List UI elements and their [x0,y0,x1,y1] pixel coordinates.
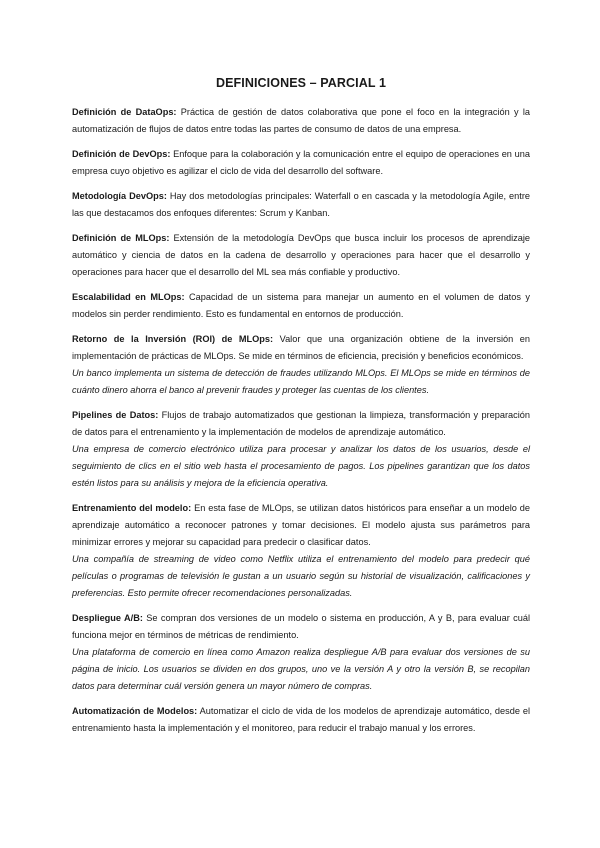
definition-text: Se compran dos versiones de un modelo o sistema en producción, A y B, para evaluar cuál funciona mejor en términos de métricas de rendimiento. [72,613,531,640]
definition-entry-pipelines [72,407,530,492]
definition-example: Una empresa de comercio electrónico utiliza para procesar y analizar los datos de los usuarios, desde el seguimiento de clics en el sitio web hasta el procesamiento de pagos. Los pipelines garantizan que los datos estén listos para su análisis y mejora de la eficiencia operativa. [72,444,530,488]
definition-term: Automatización de Modelos: [72,706,198,716]
definition-text: Capacidad de un sistema para manejar un aumento en el volumen de datos y modelos sin perder rendimiento. Esto es fundamental en entornos de producción. [72,292,530,319]
definition-example: Un banco implementa un sistema de detección de fraudes utilizando MLOps. El MLOps se mide en términos de cuánto dinero ahorra el banco al prevenir fraudes y proteger las cuentas de los clientes. [72,368,530,395]
definition-entry-devops-methodology [72,188,530,222]
definition-entry-dataops [72,104,530,138]
definition-entry-mlops [72,230,530,281]
definition-term: Despliegue A/B: [72,613,143,623]
definition-text: Hay dos metodologías principales: Waterfall o en cascada y la metodología Agile, entre las que destacamos dos enfoques diferentes: Scrum y Kanban. [72,191,530,218]
definition-term: Escalabilidad en MLOps: [72,292,185,302]
document-title: DEFINICIONES – PARCIAL 1 [215,76,387,90]
definition-term: Definición de DevOps: [72,149,171,159]
definition-entry-devops [72,146,530,180]
definition-term: Pipelines de Datos: [72,410,159,420]
definition-text: Automatizar el ciclo de vida de los modelos de aprendizaje automático, desde el entrenamiento hasta la implementación y el monitoreo, para reducir el trabajo manual y los errores. [72,706,530,733]
definition-entry-automation [72,703,530,737]
definition-text: Enfoque para la colaboración y la comunicación entre el equipo de operaciones en una empresa cuyo objetivo es agilizar el ciclo de vida del desarrollo del software. [72,149,530,176]
document-page [72,76,530,745]
definition-text: Extensión de la metodología DevOps que busca incluir los procesos de aprendizaje automático y ciencia de datos en la cadena de desarrollo y operaciones para hacer que el desarrollo y operaciones para hacer que el desarrollo del ML sea más confiable y productivo. [72,233,530,277]
definition-entry-scalability [72,289,530,323]
definition-term: Metodología DevOps: [72,191,167,201]
definition-text: Valor que una organización obtiene de la inversión en implementación de prácticas de MLOps. Se mide en términos de eficiencia, precisión y beneficios económicos. [72,334,530,361]
definition-example: Una plataforma de comercio en línea como Amazon realiza despliegue A/B para evaluar dos versiones de su página de inicio. Los usuarios se dividen en dos grupos, uno ve la versión A y otro la versión B, se recopilan datos para determinar cuál versión genera un mayor número de compras. [72,647,530,691]
definition-entry-ab-deployment [72,610,530,695]
definition-text: Práctica de gestión de datos colaborativa que pone el foco en la integración y la automatización de flujos de datos entre todas las partes de consumo de datos de una empresa. [72,107,531,134]
definition-example: Una compañía de streaming de video como Netflix utiliza el entrenamiento del modelo para predecir qué películas o programas de televisión le gustan a un usuario según su historial de visualización, calificaciones y preferencias. Esto permite ofrecer recomendaciones personalizadas. [72,554,530,598]
definition-term: Entrenamiento del modelo: [72,503,192,513]
definition-term: Retorno de la Inversión (ROI) de MLOps: [72,334,274,344]
definition-text: En esta fase de MLOps, se utilizan datos históricos para enseñar a un modelo de aprendizaje automático a reconocer patrones y tomar decisiones. El modelo ajusta sus parámetros para minimizar errores y mejorar su capacidad para predecir o clasificar datos. [72,503,531,547]
definition-term: Definición de DataOps: [72,107,177,117]
definition-term: Definición de MLOps: [72,233,170,243]
definition-entry-training [72,500,530,602]
definition-entry-roi [72,331,530,399]
definition-text: Flujos de trabajo automatizados que gestionan la limpieza, transformación y preparación de datos para el entrenamiento y la implementación de modelos de aprendizaje automático. [72,410,530,437]
